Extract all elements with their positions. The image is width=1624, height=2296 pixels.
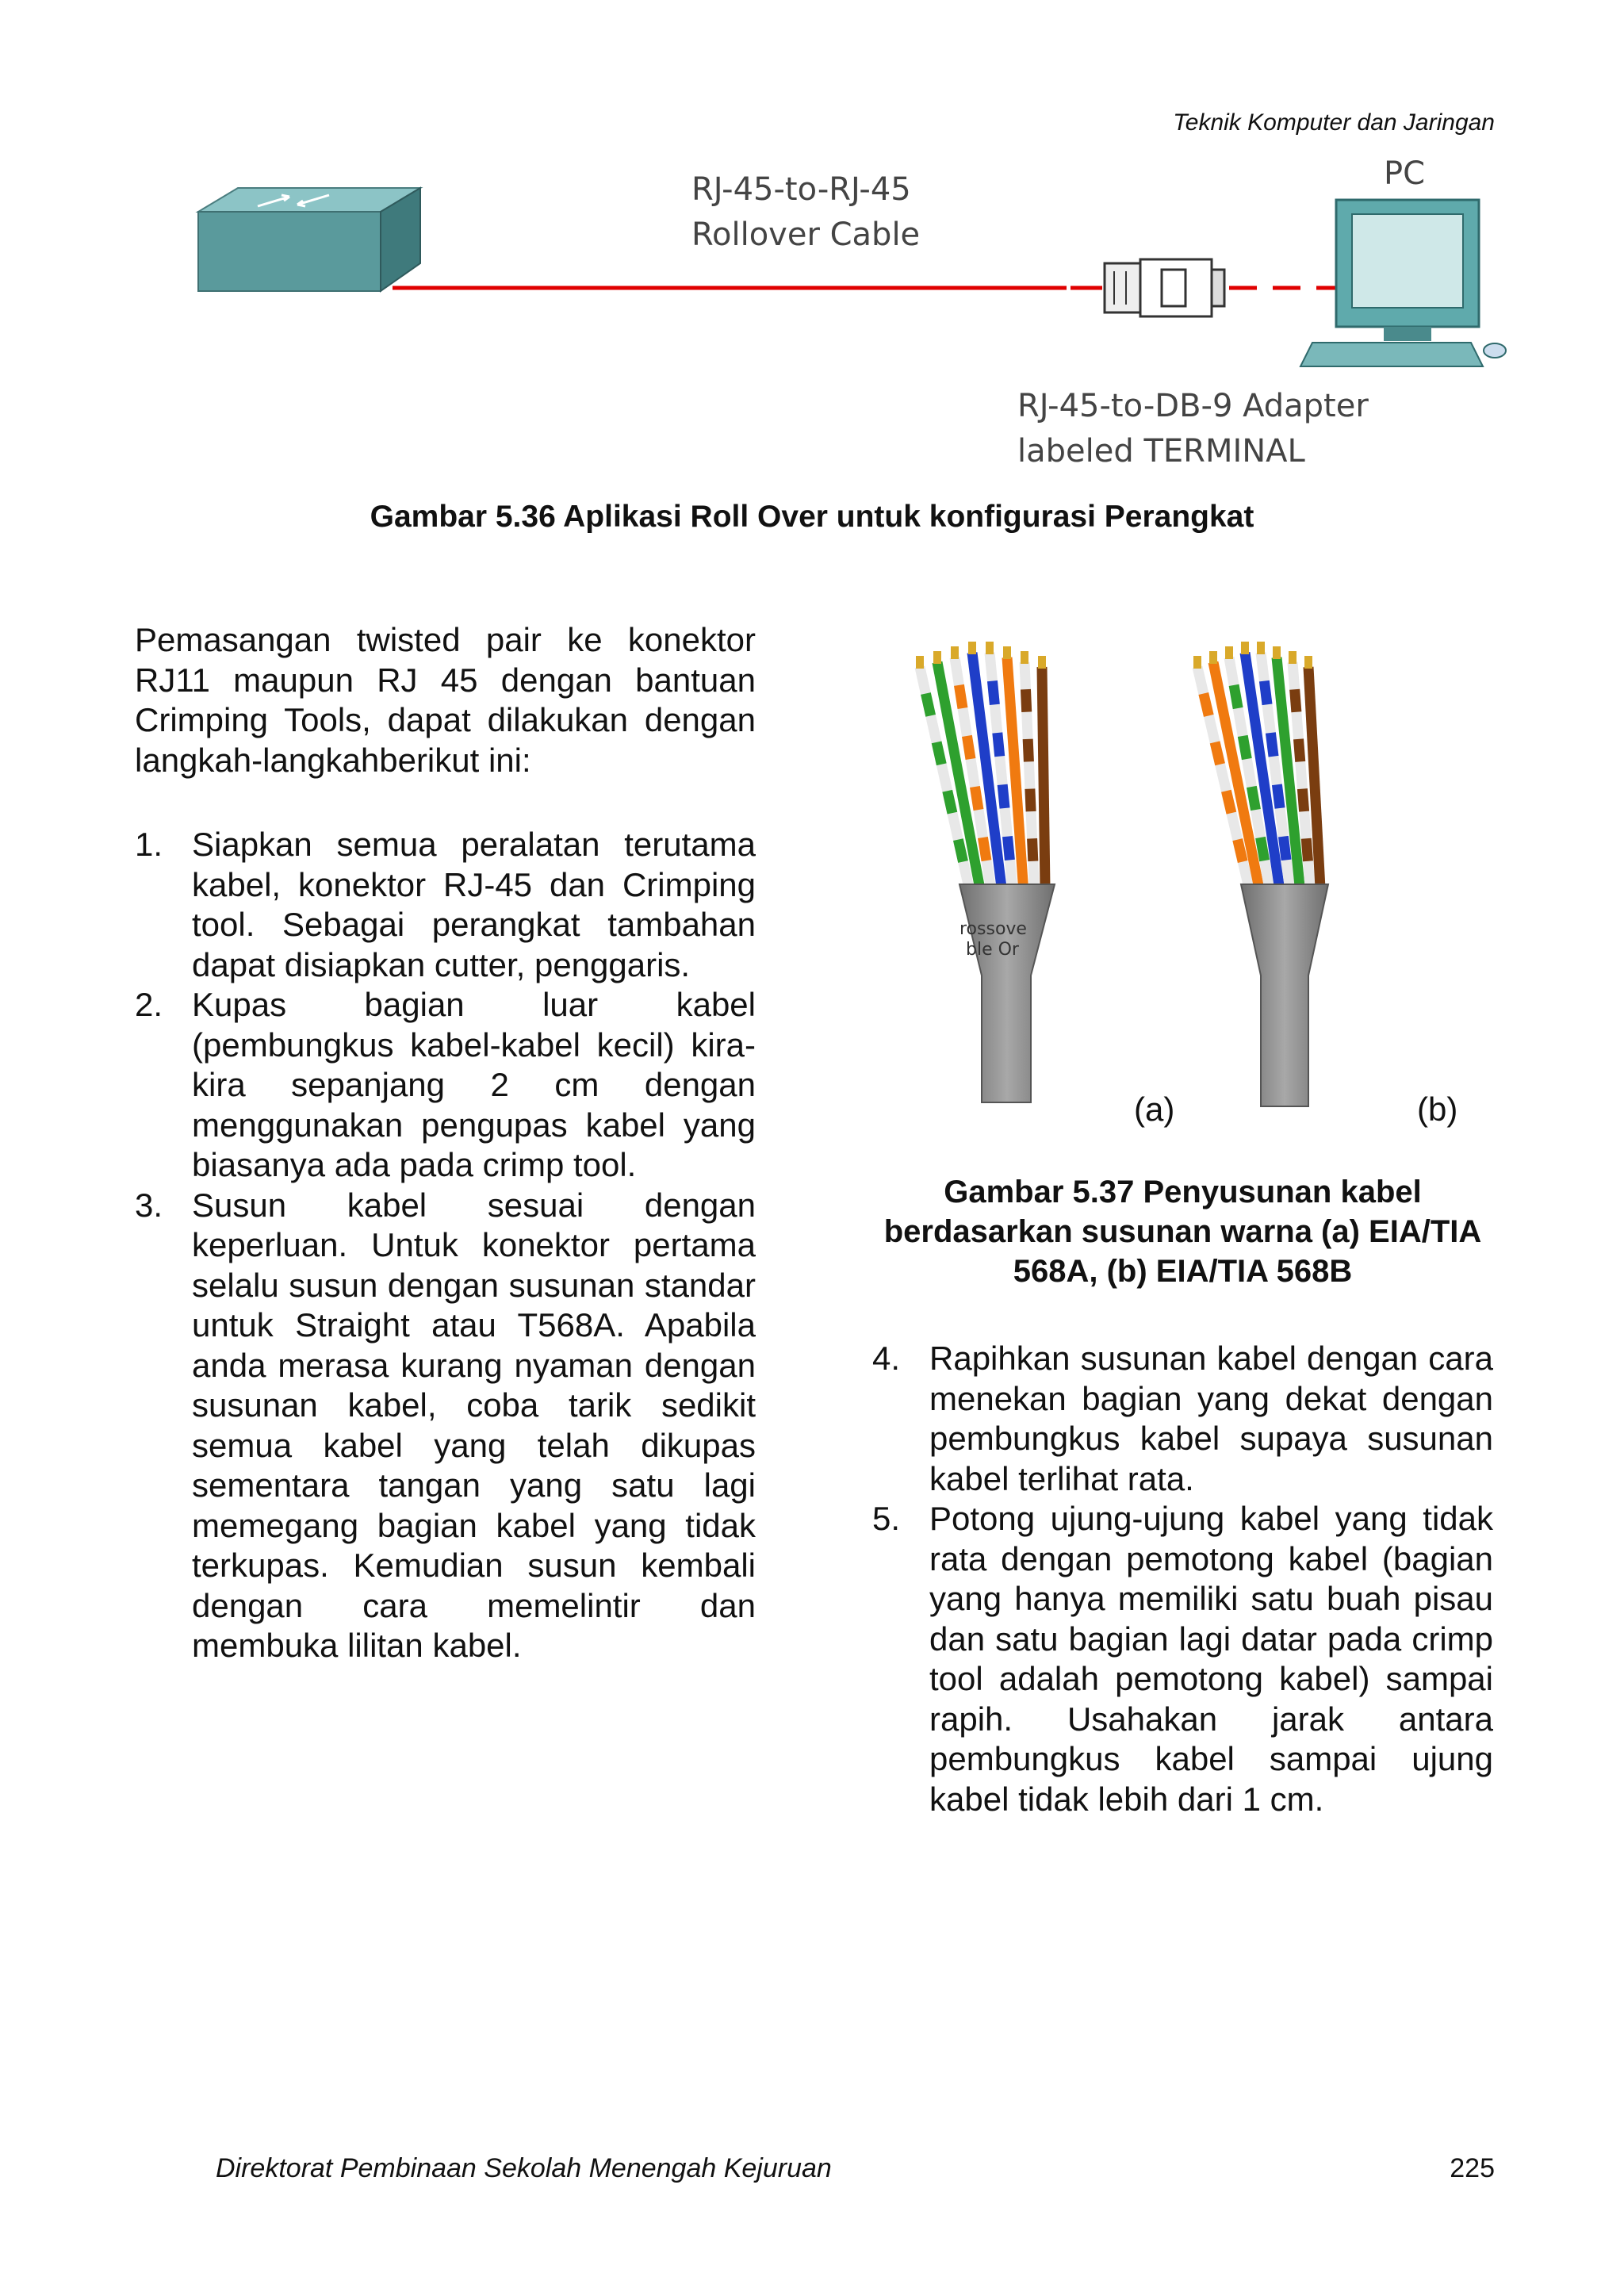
wire-stripe: [1299, 739, 1300, 762]
list-item: [872, 1339, 1493, 1499]
wire-stripe: [1032, 838, 1033, 861]
step-number: 1.: [135, 826, 163, 863]
wire-tip: [1304, 656, 1312, 669]
footer-text: Direktorat Pembinaan Sekolah Menengah Kejuruan: [216, 2153, 832, 2183]
wire-tip: [1225, 646, 1233, 659]
db9-adapter-icon: [1105, 259, 1224, 316]
list-item: [135, 1186, 756, 1666]
wire-stripe: [959, 685, 963, 708]
step-number: 5.: [872, 1500, 901, 1537]
wire-stripe: [1270, 733, 1274, 757]
wire-stripe: [1002, 784, 1005, 808]
wire-stripe: [1226, 791, 1231, 813]
wire-stripe: [948, 791, 952, 813]
step-number: 4.: [872, 1340, 901, 1377]
wire-tip: [916, 656, 924, 669]
cable-568a: [916, 642, 1055, 1102]
wire-stripe: [982, 838, 986, 861]
wire-stripe: [1030, 789, 1031, 812]
wire-stripe: [1251, 787, 1255, 810]
wire-tip: [951, 646, 959, 659]
step-text: Kupas bagian luar kabel (pembungkus kabel-kabel kecil) kira-kira sepanjang 2 cm dengan menggunakan pengupas kabel yang biasanya ada pada crimp tool.: [192, 986, 756, 1183]
steps-list-left: [135, 825, 756, 1666]
wire-tip: [968, 642, 976, 654]
page-number: 225: [1450, 2153, 1495, 2183]
cable-label-line2: Rollover Cable: [691, 217, 921, 253]
wire-tip: [933, 651, 941, 664]
wire-stripe: [1204, 693, 1209, 715]
wire-stripe: [1261, 838, 1265, 861]
wire-stripe: [1264, 681, 1267, 705]
wire-stripe: [1277, 784, 1280, 808]
list-item: [872, 1499, 1493, 1819]
wire-tip: [1209, 651, 1217, 664]
wire-tip: [1021, 651, 1028, 664]
wire-stripe: [1306, 838, 1308, 861]
wire-stripe: [1302, 789, 1304, 812]
cable-label-line1: RJ-45-to-RJ-45: [691, 171, 911, 208]
wire-stripe: [1234, 685, 1238, 708]
left-column: [135, 620, 756, 1666]
wire-stripe: [992, 681, 994, 705]
wire-stripe: [1008, 837, 1010, 861]
step-text: Potong ujung-ujung kabel yang tidak rata dengan pemotong kabel (bagian yang hanya memiliki satu buah pisau dan satu bagian lagi datar pada crimp tool adalah pemotong kabel) sampai rapih. Usahakan jarak antara pembungkus kabel sampai ujung kabel tidak lebih dari 1 cm.: [929, 1500, 1493, 1818]
wire-tip: [1038, 656, 1046, 669]
header-title: Teknik Komputer dan Jaringan: [1173, 109, 1495, 136]
figure-label-a: (a): [1134, 1091, 1175, 1128]
wire-stripe: [1238, 840, 1243, 862]
figure-5-36-caption: Gambar 5.36 Aplikasi Roll Over untuk konfigurasi Perangkat: [370, 500, 1254, 534]
switch-icon: [198, 188, 420, 291]
wire-stripe: [1295, 689, 1297, 712]
rollover-diagram: [170, 144, 1519, 485]
step-text: Rapihkan susunan kabel dengan cara menekan bagian yang dekat dengan pembungkus kabel supaya susunan kabel terlihat rata.: [929, 1340, 1493, 1497]
list-item: [135, 825, 756, 985]
pc-icon: [1300, 200, 1506, 366]
figure-5-37-caption: Gambar 5.37 Penyusunan kabel berdasarkan susunan warna (a) EIA/TIA 568A, (b) EIA/TIA 568B: [883, 1175, 1482, 1289]
cable-wiring-figure: [880, 619, 1451, 1134]
step-number: 3.: [135, 1186, 163, 1224]
step-text: Susun kabel sesuai dengan keperluan. Untuk konektor pertama selalu susun dengan susunan standar untuk Straight atau T568A. Apabila anda merasa kurang nyaman dengan susunan kabel, coba tarik sedikit semua kabel yang telah dikupas sementara tangan yang satu lagi memegang bagian kabel yang tidak terkupas. Kemudian susun kembali dengan cara memelintir dan membuka lilitan kabel.: [192, 1186, 756, 1664]
wire-stripe: [958, 840, 963, 862]
adapter-label-line1: RJ-45-to-DB-9 Adapter: [1017, 388, 1369, 424]
wire: [1042, 667, 1045, 888]
step-text: Siapkan semua peralatan terutama kabel, konektor RJ-45 dan Crimping tool. Sebagai perangkat tambahan dapat disiapkan cutter, penggaris.: [192, 826, 756, 983]
adapter-label-line2: labeled TERMINAL: [1017, 433, 1305, 470]
wire-tip: [1273, 646, 1281, 659]
wire-tip: [1241, 642, 1249, 654]
wire-stripe: [1215, 742, 1220, 765]
wire-tip: [1003, 646, 1011, 659]
wire-tip: [1289, 651, 1297, 664]
steps-list-right: [872, 1339, 1493, 1819]
list-item: [135, 985, 756, 1186]
intro-paragraph: Pemasangan twisted pair ke konektor RJ11 maupun RJ 45 dengan bantuan Crimping Tools, dapat dilakukan dengan langkah-langkahberikut ini:: [135, 621, 756, 779]
right-column: [872, 1339, 1493, 1819]
wire-stripe: [936, 742, 941, 765]
wire-stripe: [1025, 689, 1026, 712]
wire-stripe: [975, 787, 979, 810]
wire-stripe: [967, 736, 971, 759]
wire-tip: [1193, 656, 1201, 669]
jacket-text-line2: ble Or: [966, 940, 1019, 960]
wire-stripe: [998, 733, 1000, 757]
wire-stripe: [1283, 837, 1286, 861]
wire-tip: [986, 642, 994, 654]
wire-stripe: [925, 693, 930, 715]
figure-label-b: (b): [1417, 1091, 1458, 1128]
step-number: 2.: [135, 986, 163, 1023]
wire-tip: [1257, 642, 1265, 654]
wire-stripe: [1243, 736, 1247, 759]
cable-568b: [1193, 642, 1328, 1106]
pc-label: PC: [1384, 155, 1426, 192]
jacket-text-line1: rossove: [959, 919, 1027, 939]
